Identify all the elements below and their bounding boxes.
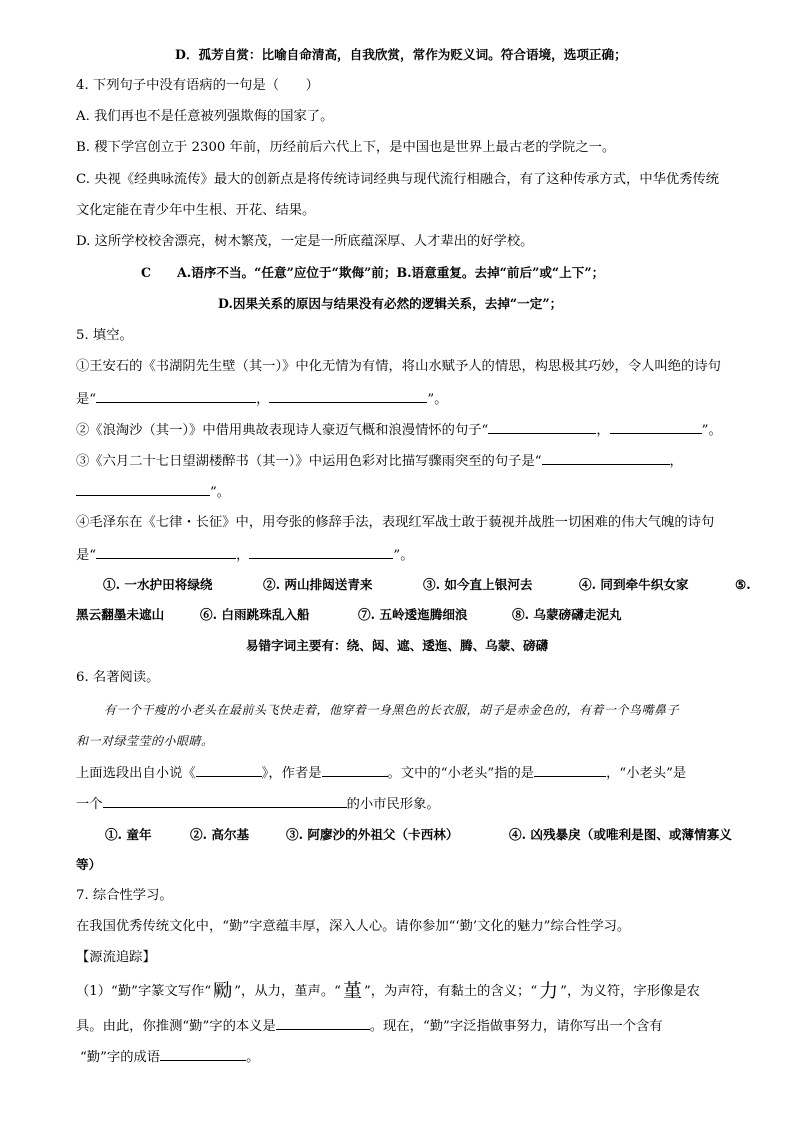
q5-item3-line2: ”。 (76, 481, 794, 503)
q4-option-d: D. 这所学校校舍漂亮，树木繁茂，一定是一所底蕴深厚、人才辈出的好学校。 (76, 234, 534, 249)
q5-item2: ②《浪淘沙（其一）》中借用典故表现诗人豪迈气概和浪漫情怀的句子“ ， ”。 (76, 419, 794, 441)
q5-answer-2: ②. 两山排闼送青来 (263, 577, 373, 592)
q5-item4-line1: ④毛泽东在《七律・长征》中，用夸张的修辞手法，表现红军战士敢于藐视并战胜一切困难的伟大气魄的诗句 (76, 515, 715, 530)
q4-answer-line1 (141, 263, 794, 283)
q5-item3-line1: ③《六月二十七日望湖楼醉书（其一）》中运用色彩对比描写骤雨突至的句子是“ ， (76, 450, 794, 472)
q5-note: 易错字词主要有：绕、闼、遮、逶迤、腾、乌蒙、磅礴 (245, 638, 549, 653)
q5-blank-4[interactable] (610, 419, 702, 434)
q7-blank-idiom[interactable] (160, 1046, 246, 1061)
q7-part1-line3: “勤”字的成语 。 (80, 1046, 794, 1068)
q4-option-c-line2: 文化定能在青少年中生根、开花、结果。 (76, 203, 316, 218)
q6-blank-author[interactable] (322, 762, 388, 777)
seal-script-jin-glyph: 堇 (342, 980, 362, 1002)
q5-item4-line2: 是“ ， ”。 (76, 544, 794, 566)
q5-blank-6[interactable] (76, 481, 210, 496)
q5-stem: 5. 填空。 (76, 328, 133, 343)
q5-blank-3[interactable] (488, 419, 596, 434)
q6-blank-character[interactable] (534, 762, 606, 777)
q5-item1-line2: 是“ ， ”。 (76, 388, 794, 410)
q5-blank-8[interactable] (249, 544, 393, 559)
q3-answer-d: D．孤芳自赏：比喻自命清高，自我欣赏，常作为贬义词。符合语境，选项正确； (175, 47, 627, 62)
q5-answer-7: ⑦. 五岭逶迤腾细浪 (358, 607, 468, 622)
q7-blank-meaning[interactable] (276, 1015, 370, 1030)
q6-answer-4-cont: 等） (76, 857, 102, 872)
q5-answer-4: ④. 同到牵牛织女家 (579, 577, 689, 592)
q4-answer-letter: C (141, 265, 152, 280)
q7-intro: 在我国优秀传统文化中，“勤”字意蕴丰厚，深入人心。请你参加“‘勤’文化的魅力”综合性学习。 (76, 919, 631, 934)
q6-blank-novel[interactable] (196, 762, 262, 777)
q4-option-c-line1: C. 央视《经典咏流传》最大的创新点是将传统诗词经典与现代流行相融合，有了这种传承方式，中华优秀传统 (76, 172, 720, 187)
q7-part1-line2: 具。由此，你推测“勤”字的本义是 。现在，“勤”字泛指做事努力，请你写出一个含有 (76, 1015, 794, 1037)
q5-answer-8: ⑧. 乌蒙磅礴走泥丸 (512, 607, 622, 622)
q6-blank-image[interactable] (103, 793, 347, 808)
q7-stem: 7. 综合性学习。 (76, 888, 173, 903)
q6-excerpt-line2: 和一对绿莹莹的小眼睛。 (76, 734, 214, 748)
q4-stem: 4. 下列句子中没有语病的一句是（ ） (76, 78, 319, 93)
q5-blank-1[interactable] (96, 388, 256, 403)
q6-answer-2: ②. 高尔基 (190, 827, 250, 842)
q5-item1-line1: ①王安石的《书湖阴先生壁（其一）》中化无情为有情，将山水赋予人的情思，构思极其巧妙，令人叫绝的诗句 (76, 359, 721, 374)
q6-answer-1: ①. 童年 (105, 827, 152, 842)
q6-answer-3: ③. 阿廖沙的外祖父（卡西林） (286, 827, 459, 842)
q5-answer-6: ⑥. 白雨跳珠乱入船 (200, 607, 310, 622)
q6-question-line2: 一个 的小市民形象。 (76, 793, 794, 815)
q5-answer-5-marker: ⑤. (735, 577, 751, 592)
q5-answer-5: 黑云翻墨未遮山 (76, 607, 165, 622)
q4-answer-explain-1: A.语序不当。“任意”应位于“欺侮”前；B.语意重复。去掉“前后”或“上下”； (177, 265, 605, 280)
q6-answer-4: ④. 凶残暴戾（或唯利是图、或薄情寡义 (509, 827, 732, 842)
q5-answer-1: ①. 一水护田将绿绕 (103, 577, 213, 592)
q4-answer-line2: D.因果关系的原因与结果没有必然的逻辑关系，去掉“一定”； (218, 296, 563, 311)
q4-option-a: A. 我们再也不是任意被列强欺侮的国家了。 (76, 109, 334, 124)
q4-option-b: B. 稷下学宫创立于 2300 年前，历经前后六代上下，是中国也是世界上最古老的学院之一。 (76, 140, 616, 155)
q6-stem: 6. 名著阅读。 (76, 670, 160, 685)
q6-question-line1: 上面选段出自小说《 》，作者是 。文中的“小老头”指的是 ，“小老头”是 (76, 762, 794, 784)
q5-blank-2[interactable] (269, 388, 427, 403)
q5-blank-5[interactable] (542, 450, 670, 465)
q7-section-title: 【源流追踪】 (76, 950, 156, 965)
q7-part1-line1: （1）“勤”字篆文写作“ 𠢭 ”，从力，堇声。“ 堇 ”，为声符，有黏土的含义；“ 力 ”，为义符，字形像是农 (76, 980, 700, 1002)
seal-script-qin-glyph: 𠢭 (213, 980, 233, 1002)
seal-script-li-glyph: 力 (539, 980, 559, 1002)
q5-blank-7[interactable] (96, 544, 236, 559)
q6-excerpt-line1: 有一个干瘦的小老头在最前头飞快走着，他穿着一身黑色的长衣服，胡子是赤金色的，有着一个鸟嘴鼻子 (104, 703, 680, 717)
q5-answer-3: ③. 如今直上银河去 (423, 577, 533, 592)
